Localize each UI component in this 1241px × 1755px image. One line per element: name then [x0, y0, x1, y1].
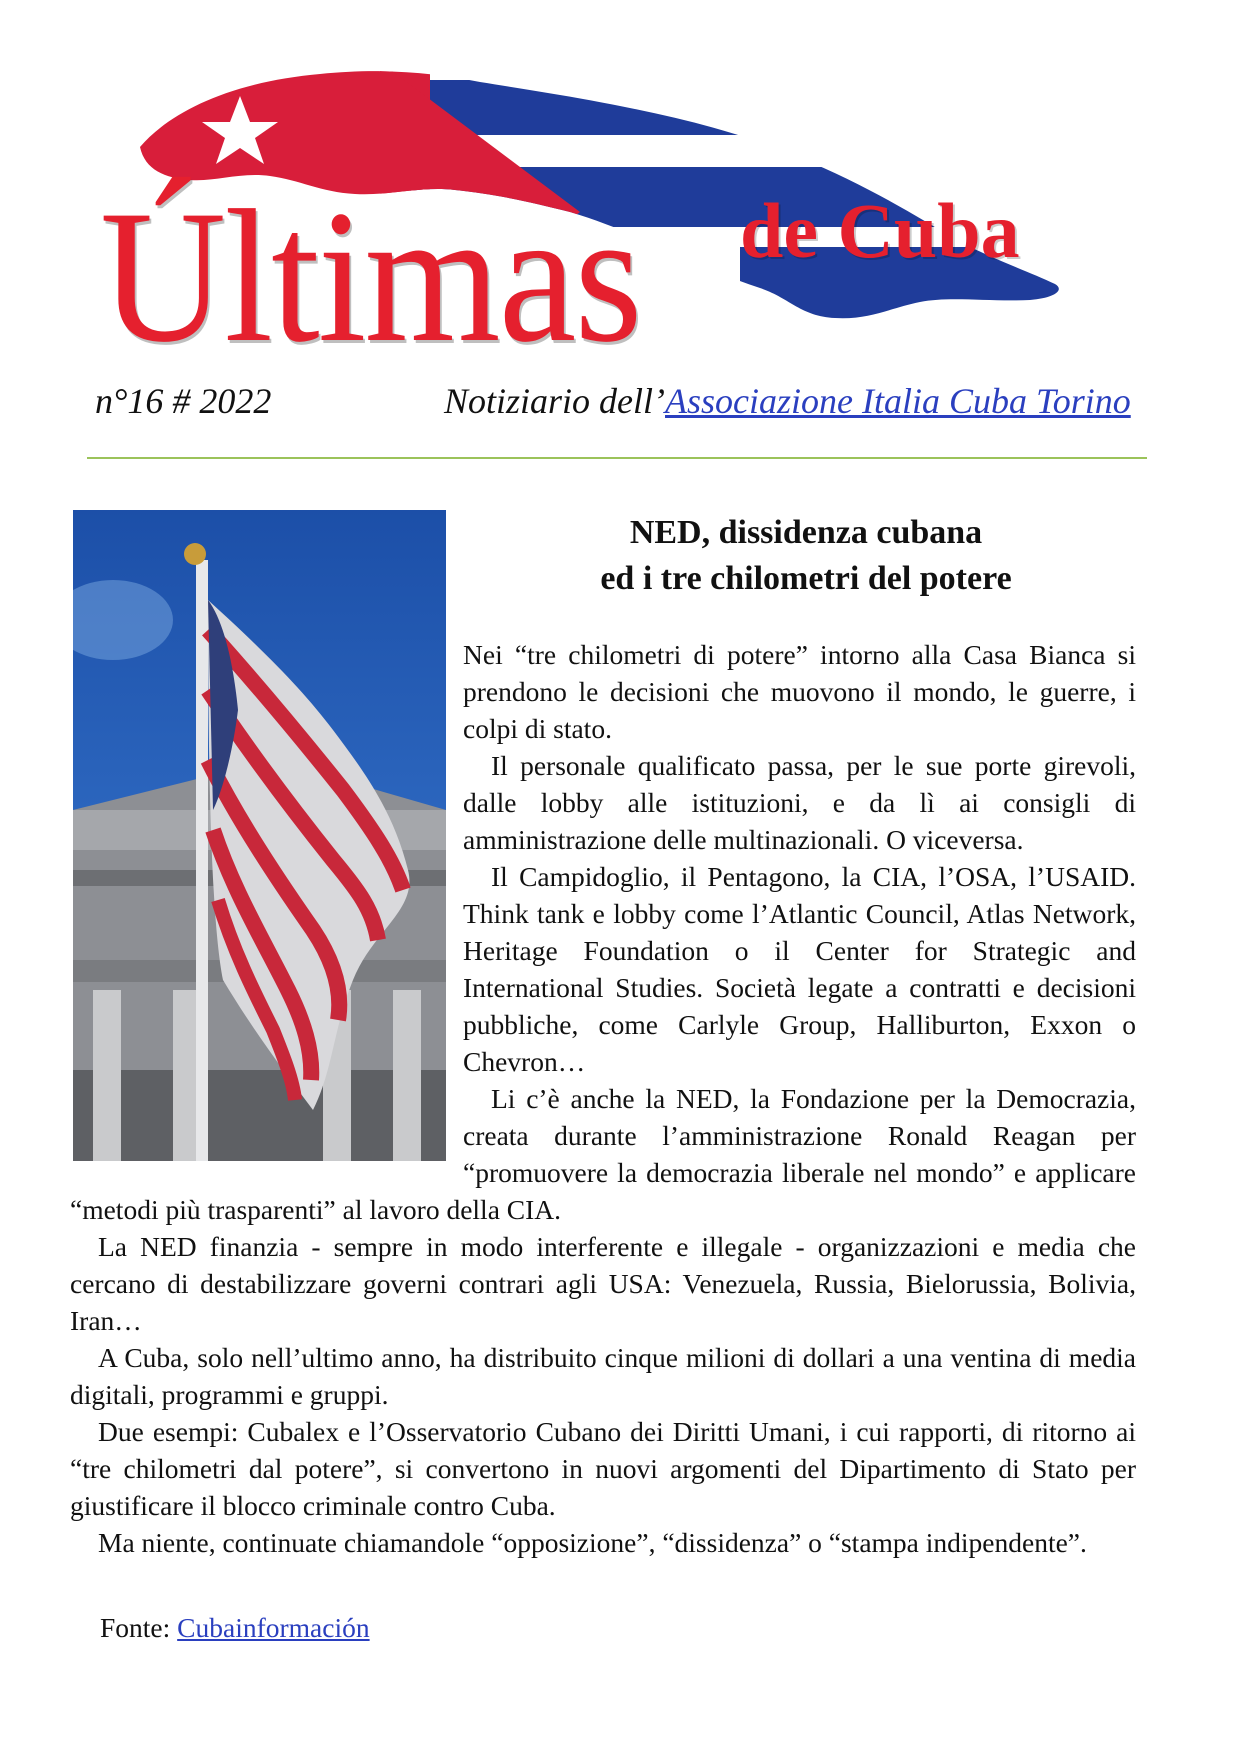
- newsletter-subtitle: [444, 380, 1131, 422]
- source-label: Fonte:: [100, 1612, 178, 1643]
- article-paragraph: Li c’è anche la NED, la Fondazione per la Democrazia, creata durante l’amministrazione Ronald Reagan per “promuovere la democrazia liberale nel mondo” e applicare “metodi più trasparenti” al lavoro della CIA.: [70, 1083, 1136, 1225]
- masthead: [100, 62, 1140, 382]
- subtitle-prefix: Notiziario dell’: [444, 381, 666, 421]
- article-paragraph: Il personale qualificato passa, per le sue porte girevoli, dalle lobby alle istituzioni, e da lì ai consigli di amministrazione delle multinazionali. O viceversa.: [463, 750, 1136, 855]
- article-headline: [446, 510, 1166, 602]
- association-link[interactable]: Associazione Italia Cuba Torino: [665, 381, 1131, 421]
- article-paragraph: Il Campidoglio, il Pentagono, la CIA, l’OSA, l’USAID. Think tank e lobby come l’Atlantic Council, Atlas Network, Heritage Foundation o il Center for Strategic and International Studies. Società legate a contratti e decisioni pubbliche, come Carlyle Group, Halliburton, Exxon o Chevron…: [463, 861, 1136, 1077]
- source-link[interactable]: Cubainformación: [177, 1612, 370, 1643]
- photo-wrap-spacer: [70, 636, 463, 1181]
- article-paragraph: Ma niente, continuate chiamandole “opposizione”, “dissidenza” o “stampa indipendente”.: [98, 1527, 1087, 1558]
- article-paragraph: Due esempi: Cubalex e l’Osservatorio Cubano dei Diritti Umani, i cui rapporti, di ritorno ai “tre chilometri dal potere”, si convertono in nuovi argomenti del Dipartimento di Stato per giustificare il blocco criminale contro Cuba.: [70, 1416, 1136, 1521]
- article-body: [70, 636, 1136, 1561]
- article-paragraph: Nei “tre chilometri di potere” intorno alla Casa Bianca si prendono le decisioni che muovono il mondo, le guerre, i colpi di stato.: [463, 639, 1136, 744]
- headline-line-1: NED, dissidenza cubana: [629, 514, 983, 551]
- article-paragraph: La NED finanzia - sempre in modo interferente e illegale - organizzazioni e media che cercano di destabilizzare governi contrari agli USA: Venezuela, Russia, Bielorussia, Bolivia, Iran…: [70, 1231, 1136, 1336]
- article-paragraph: A Cuba, solo nell’ultimo anno, ha distribuito cinque milioni di dollari a una ventina di media digitali, programmi e gruppi.: [70, 1342, 1136, 1410]
- headline-line-2: ed i tre chilometri del potere: [600, 560, 1012, 597]
- article-source: [100, 1612, 370, 1644]
- header-divider: [87, 457, 1147, 459]
- masthead-title-secondary: de Cuba: [740, 187, 1020, 274]
- issue-number: n°16 # 2022: [95, 381, 272, 421]
- masthead-title: Últimas: [100, 172, 641, 382]
